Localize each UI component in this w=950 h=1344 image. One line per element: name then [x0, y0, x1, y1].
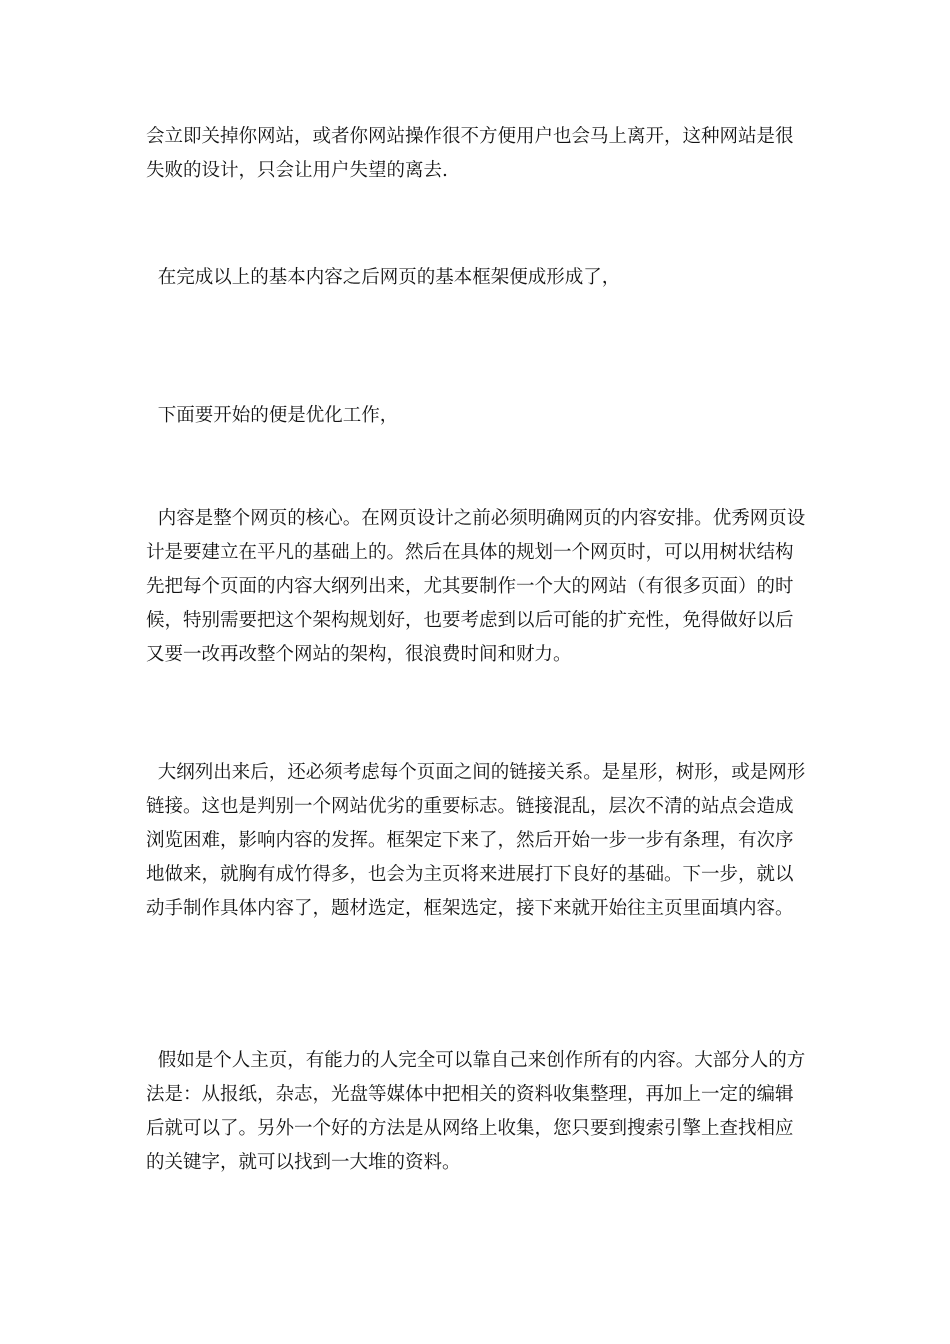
paragraph-4: 内容是整个网页的核心。在网页设计之前必须明确网页的内容安排。优秀网页设计是要建立在平凡的基础上的。然后在具体的规划一个网页时，可以用树状结构先把每个页面的内容大纲列出来，尤其要制作一个大的网站（有很多页面）的时候，特别需要把这个架构规划好，也要考虑到以后可能的扩充性，免得做好以后又要一改再改整个网站的架构，很浪费时间和财力。 — [146, 508, 806, 665]
paragraph-3: 下面要开始的便是优化工作， — [146, 405, 399, 426]
paragraph-1: 会立即关掉你网站，或者你网站操作很不方便用户也会马上离开，这种网站是很失败的设计，只会让用户失望的离去. — [146, 126, 794, 181]
paragraph-2: 在完成以上的基本内容之后网页的基本框架便成形成了， — [146, 267, 621, 288]
paragraph-6: 假如是个人主页，有能力的人完全可以靠自己来创作所有的内容。大部分人的方法是：从报纸，杂志，光盘等媒体中把相关的资料收集整理，再加上一定的编辑后就可以了。另外一个好的方法是从网络上收集，您只要到搜索引擎上查找相应的关键字，就可以找到一大堆的资料。 — [146, 1050, 806, 1173]
paragraph-5: 大纲列出来后，还必须考虑每个页面之间的链接关系。是星形，树形，或是网形链接。这也是判别一个网站优劣的重要标志。链接混乱，层次不清的站点会造成浏览困难，影响内容的发挥。框架定下来了，然后开始一步一步有条理，有次序地做来，就胸有成竹得多，也会为主页将来进展打下良好的基础。下一步，就以动手制作具体内容了，题材选定，框架选定，接下来就开始往主页里面填内容。 — [146, 762, 806, 919]
